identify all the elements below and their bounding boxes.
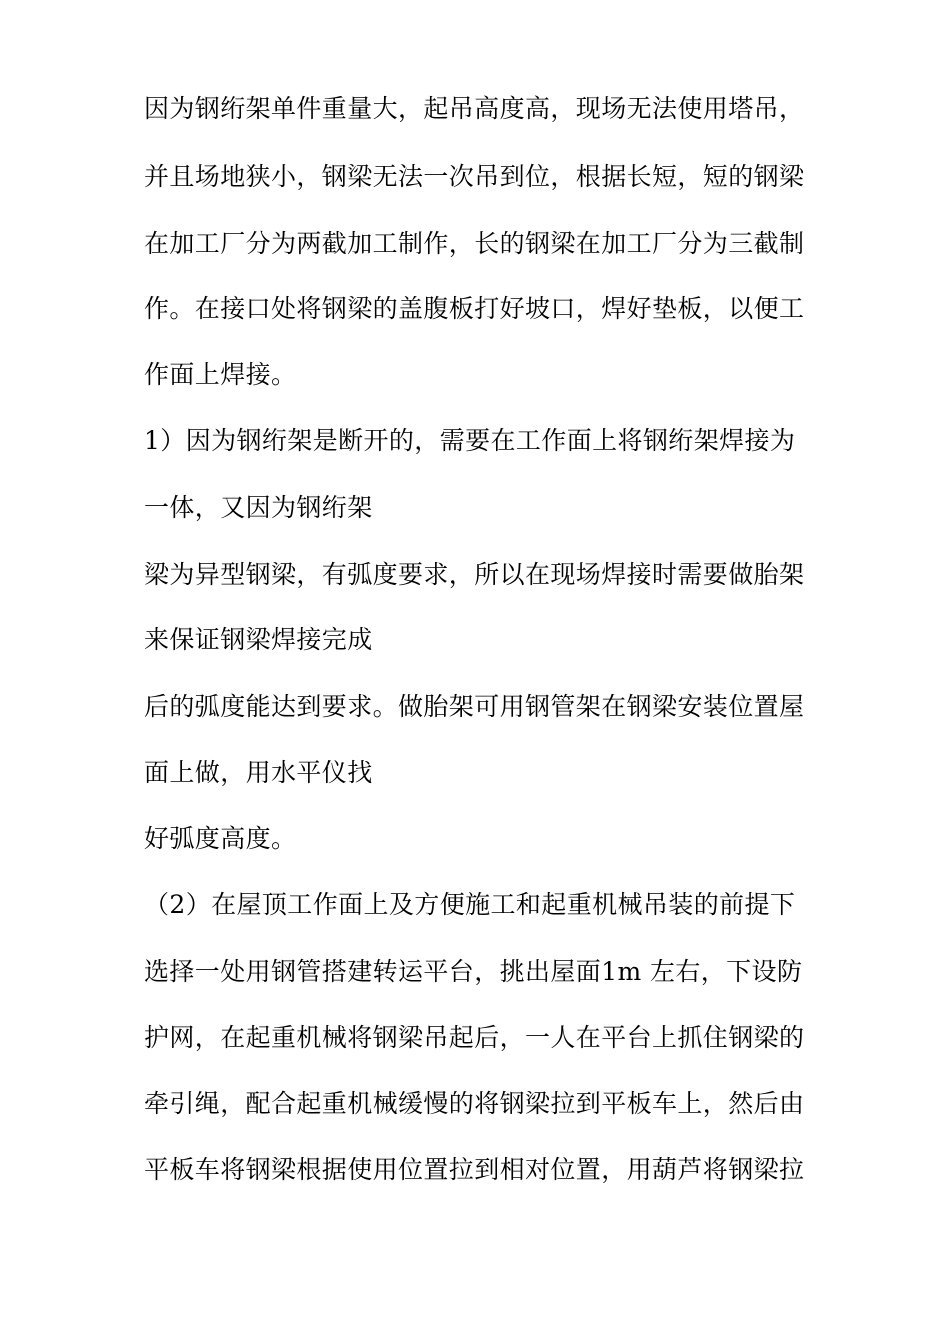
text-line-5: 作面上焊接。 [144,360,297,389]
text-line-16: 牵引绳，配合起重机械缓慢的将钢梁拉到平板车上，然后由 [144,1089,805,1118]
text-line-4: 作。在接口处将钢梁的盖腹板打好坡口，焊好垫板，以便工 [144,294,805,323]
text-line-6: 1）因为钢绗架是断开的，需要在工作面上将钢绗架焊接为 [144,426,796,455]
text-line-7: 一体，又因为钢绗架 [144,493,373,522]
text-line-1: 因为钢绗架单件重量大，起吊高度高，现场无法使用塔吊， [144,94,805,123]
text-line-14: 选择一处用钢管搭建转运平台，挑出屋面1m 左右，下设防 [144,957,803,986]
text-line-11: 面上做，用水平仪找 [144,758,373,787]
text-line-2: 并且场地狭小，钢梁无法一次吊到位，根据长短，短的钢梁 [144,162,805,191]
text-line-3: 在加工厂分为两截加工制作，长的钢梁在加工厂分为三截制 [144,229,805,258]
text-line-17: 平板车将钢梁根据使用位置拉到相对位置，用葫芦将钢梁拉 [144,1155,805,1184]
text-line-10: 后的弧度能达到要求。做胎架可用钢管架在钢梁安装位置屋 [144,692,805,721]
text-line-13: （2）在屋顶工作面上及方便施工和起重机械吊装的前提下 [144,890,796,919]
text-line-9: 来保证钢梁焊接完成 [144,625,373,654]
text-line-8: 梁为异型钢梁，有弧度要求，所以在现场焊接时需要做胎架 [144,560,805,589]
text-line-15: 护网，在起重机械将钢梁吊起后，一人在平台上抓住钢梁的 [144,1023,805,1052]
text-line-12: 好弧度高度。 [144,824,297,853]
